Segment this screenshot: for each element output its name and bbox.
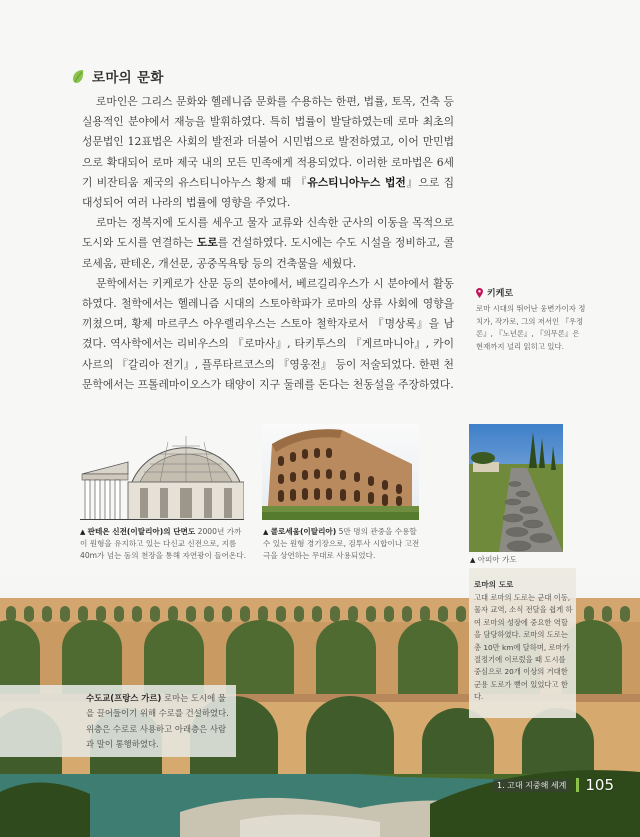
body-text [82, 92, 454, 395]
aqueduct-caption: 수도교(프랑스 가르) 로마는 도시에 물을 끌어들이기 위해 수로를 건설하였다. 위층은 수로로 사용하고 아래층은 사람과 말이 통행하였다. [86, 693, 229, 750]
via-appia-caption: ▲ 아피아 가도 [470, 555, 517, 564]
side-note-cicero [476, 286, 588, 353]
section-header [72, 66, 164, 86]
via-appia-image [469, 424, 563, 552]
chapter-label: 1. 고대 지중해 세계 [493, 779, 570, 792]
paragraph-roads: 로마는 정복지에 도시를 세우고 물자 교류와 신속한 군사의 이동을 목적으로 도시와 도시를 연결하는 도로를 건설하였다. 도시에는 수도 시설을 정비하고, 콜로세움, 판테온, 개선문, 공중목욕탕 등의 건축물을 세웠다. [82, 216, 454, 270]
keyword-justinian-code: 유스티니아누스 법전 [307, 175, 406, 189]
side-note-title: 키케로 [487, 289, 514, 299]
triangle-icon: ▲ [470, 556, 478, 564]
paragraph-literature: 문학에서는 키케로가 산문 등의 분야에서, 베르길리우스가 시 분야에서 활동하였다. 철학에서는 헬레니즘 시대의 스토아학파가 로마의 상류 사회에 영향을 끼쳤으며, 황제 마르쿠스 아우렐리우스는 스토아 철학자로서 『명상록』을 남겼다. 역사학에서는 리비우스의 『로마사』, 타키투스의 『게르마니아』, 카이사르의 『갈리아 전기』, 플루타르코스의 『영웅전』 등이 저술되었다. 한편 천문학에서는 프톨레마이오스가 태양이 지구 둘레를 돈다는 천동설을 주장하였다. [82, 276, 454, 391]
pantheon-caption: ▲ 판테온 신전(이탈리아)의 단면도 2000년 가까이 원형을 유지하고 있는 다신교 신전으로, 지름 40m가 넘는 돔의 천장을 통해 자연광이 들어온다. [80, 527, 246, 561]
page-footer [493, 776, 614, 794]
pantheon-image [80, 424, 244, 520]
triangle-icon: ▲ [263, 528, 271, 536]
leaf-icon [72, 69, 85, 84]
paragraph-law: 로마인은 그리스 문화와 헬레니즘 문화를 수용하는 한편, 법률, 토목, 건축 등 실용적인 분야에서 재능을 발휘하였다. 특히 법률이 발달하였는데 로마 최초의 성문법인 12표법은 사회의 발전과 더불어 시민법으로 발전하였고, 이어 만민법으로 확대되어 로마 제국 내의 모든 민족에게 적용되었다. 이러한 로마법은 6세기 비잔티움 제국의 유스티니아누스 황제 때 『유스티니아누스 법전』으로 집대성되어 여러 나라의 법률에 영향을 주었다. [82, 95, 454, 210]
pin-icon [476, 288, 483, 298]
side-note-text: 로마 시대의 뛰어난 웅변가이자 정치가, 작가로, 그의 저서인 『우정론』, 『노년론』, 『의무론』은 현재까지 널리 읽히고 있다. [476, 304, 586, 351]
roman-road-text: 고대 로마의 도로는 군대 이동, 물자 교역, 소식 전달을 쉽게 하여 로마의 성장에 중요한 역할을 담당하였다. 로마의 도로는 총 10만 km에 달하며, 로마가 절정기에 이르렀을 때 도시를 중심으로 20개 이상의 거대한 군용 도로가 뻗어 있었다고 한다. [474, 593, 573, 702]
page-number-accent [576, 778, 579, 792]
keyword-road: 도로 [196, 236, 218, 250]
colosseum-image [262, 424, 419, 520]
triangle-icon: ▲ [80, 528, 88, 536]
section-title: 로마의 문화 [92, 70, 164, 86]
page-number: 105 [585, 776, 614, 794]
colosseum-caption: ▲ 콜로세움(이탈리아) 5만 명의 관중을 수용할 수 있는 원형 경기장으로, 검투사 시합이나 고전극을 상연하는 무대로 사용되었다. [263, 527, 420, 561]
roman-road-title: 로마의 도로 [474, 580, 514, 589]
